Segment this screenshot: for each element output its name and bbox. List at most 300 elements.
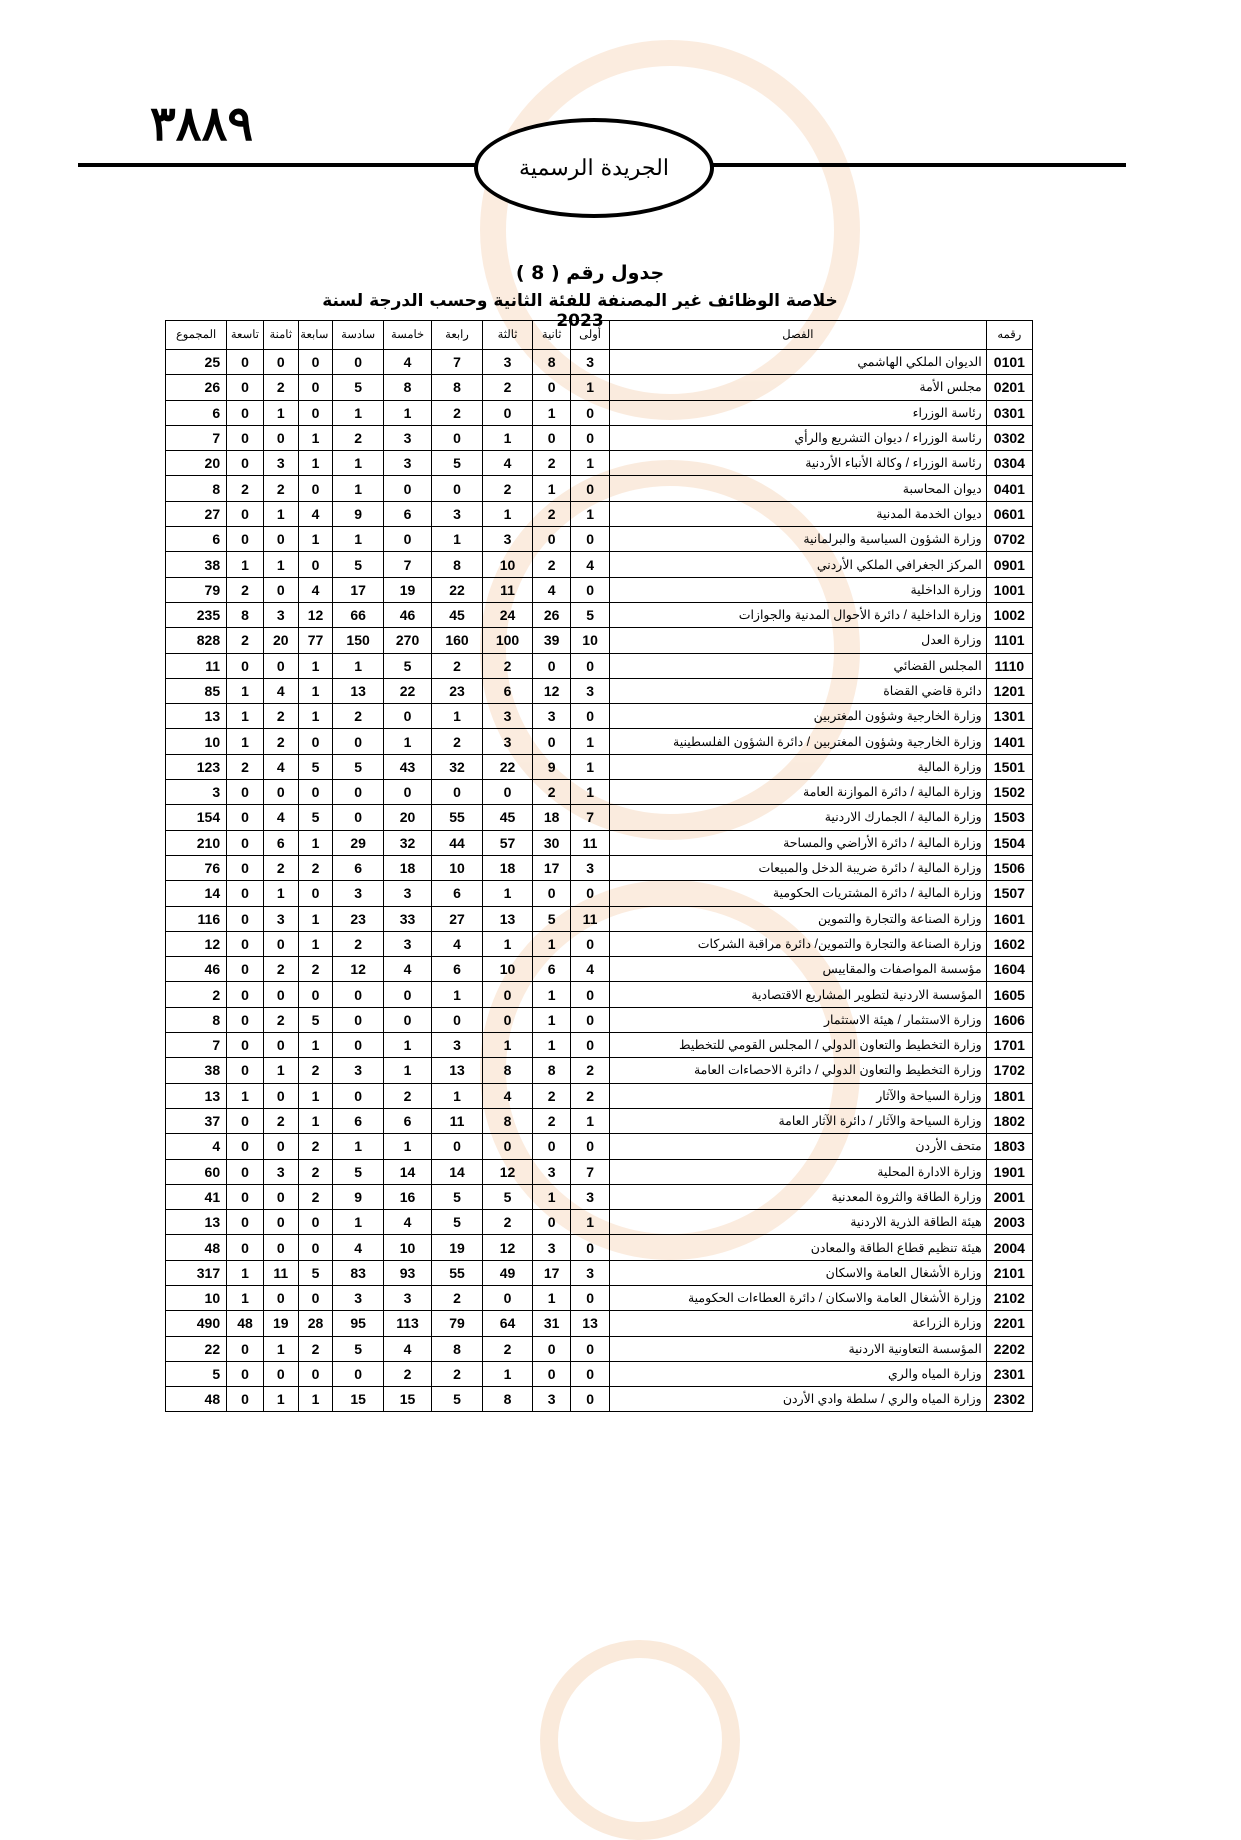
row-grade-6: 6 — [333, 1108, 384, 1133]
row-grade-3: 18 — [482, 855, 533, 880]
row-grade-1: 1 — [571, 729, 610, 754]
row-code: 1504 — [986, 830, 1032, 855]
row-grade-4: 11 — [432, 1108, 483, 1133]
row-grade-6: 0 — [333, 1033, 384, 1058]
row-grade-6: 12 — [333, 957, 384, 982]
table-row — [166, 1083, 1033, 1108]
row-grade-9: 0 — [227, 451, 264, 476]
table-row — [166, 1007, 1033, 1032]
row-grade-2: 0 — [533, 729, 571, 754]
row-grade-6: 83 — [333, 1260, 384, 1285]
row-grade-7: 1 — [298, 653, 333, 678]
row-grade-8: 0 — [263, 425, 298, 450]
row-grade-8: 0 — [263, 527, 298, 552]
row-grade-8: 4 — [263, 805, 298, 830]
col-code: رقمه — [986, 321, 1032, 350]
row-grade-2: 0 — [533, 881, 571, 906]
row-grade-2: 1 — [533, 1007, 571, 1032]
table-row — [166, 729, 1033, 754]
row-code: 2301 — [986, 1361, 1032, 1386]
row-total: 13 — [166, 1210, 227, 1235]
row-grade-9: 0 — [227, 881, 264, 906]
row-grade-3: 1 — [482, 881, 533, 906]
row-grade-4: 27 — [432, 906, 483, 931]
row-grade-1: 0 — [571, 653, 610, 678]
row-grade-1: 13 — [571, 1311, 610, 1336]
table-row — [166, 906, 1033, 931]
row-grade-3: 1 — [482, 501, 533, 526]
row-grade-4: 23 — [432, 678, 483, 703]
gazette-title-oval — [474, 118, 714, 218]
row-grade-1: 0 — [571, 1285, 610, 1310]
col-grade-8: ثامنة — [263, 321, 298, 350]
row-code: 1701 — [986, 1033, 1032, 1058]
row-grade-4: 0 — [432, 780, 483, 805]
row-grade-3: 8 — [482, 1387, 533, 1412]
row-grade-6: 0 — [333, 1361, 384, 1386]
row-chapter: وزارة الشؤون السياسية والبرلمانية — [610, 527, 987, 552]
row-grade-4: 44 — [432, 830, 483, 855]
row-grade-3: 3 — [482, 350, 533, 375]
row-grade-7: 4 — [298, 577, 333, 602]
row-grade-2: 2 — [533, 451, 571, 476]
row-chapter: وزارة المياه والري / سلطة وادي الأردن — [610, 1387, 987, 1412]
row-grade-3: 64 — [482, 1311, 533, 1336]
row-code: 1605 — [986, 982, 1032, 1007]
row-chapter: وزارة الصناعة والتجارة والتموين/ دائرة مراقبة الشركات — [610, 931, 987, 956]
row-grade-1: 4 — [571, 957, 610, 982]
row-grade-1: 1 — [571, 754, 610, 779]
row-grade-7: 1 — [298, 1083, 333, 1108]
row-grade-2: 0 — [533, 1336, 571, 1361]
row-grade-9: 1 — [227, 552, 264, 577]
row-code: 1501 — [986, 754, 1032, 779]
row-code: 1802 — [986, 1108, 1032, 1133]
row-grade-3: 0 — [482, 1007, 533, 1032]
row-grade-8: 0 — [263, 982, 298, 1007]
table-row — [166, 1361, 1033, 1386]
row-chapter: وزارة الطاقة والثروة المعدنية — [610, 1184, 987, 1209]
col-grade-5: خامسة — [383, 321, 431, 350]
row-chapter: ديوان الخدمة المدنية — [610, 501, 987, 526]
row-grade-6: 17 — [333, 577, 384, 602]
row-grade-9: 1 — [227, 729, 264, 754]
table-row — [166, 1336, 1033, 1361]
row-grade-3: 13 — [482, 906, 533, 931]
row-grade-8: 2 — [263, 1108, 298, 1133]
row-grade-2: 0 — [533, 375, 571, 400]
col-chapter: الفصل — [610, 321, 987, 350]
row-grade-7: 4 — [298, 501, 333, 526]
row-grade-4: 160 — [432, 628, 483, 653]
table-row — [166, 425, 1033, 450]
row-grade-9: 0 — [227, 1184, 264, 1209]
col-grade-3: ثالثة — [482, 321, 533, 350]
row-code: 1002 — [986, 602, 1032, 627]
row-code: 0304 — [986, 451, 1032, 476]
row-grade-8: 1 — [263, 881, 298, 906]
row-grade-2: 3 — [533, 704, 571, 729]
table-row — [166, 577, 1033, 602]
row-grade-7: 0 — [298, 375, 333, 400]
row-grade-6: 5 — [333, 375, 384, 400]
row-chapter: وزارة المياه والري — [610, 1361, 987, 1386]
row-grade-6: 2 — [333, 931, 384, 956]
row-grade-1: 0 — [571, 1361, 610, 1386]
table-row — [166, 653, 1033, 678]
row-grade-1: 0 — [571, 881, 610, 906]
row-grade-4: 55 — [432, 805, 483, 830]
table-row — [166, 350, 1033, 375]
table-row — [166, 1033, 1033, 1058]
row-code: 1201 — [986, 678, 1032, 703]
row-grade-9: 0 — [227, 350, 264, 375]
row-grade-9: 0 — [227, 1387, 264, 1412]
row-grade-6: 5 — [333, 754, 384, 779]
row-total: 5 — [166, 1361, 227, 1386]
row-grade-7: 2 — [298, 1058, 333, 1083]
row-grade-2: 39 — [533, 628, 571, 653]
row-grade-4: 79 — [432, 1311, 483, 1336]
grades-table — [165, 320, 1033, 1412]
table-row — [166, 678, 1033, 703]
row-grade-3: 2 — [482, 653, 533, 678]
row-chapter: وزارة الادارة المحلية — [610, 1159, 987, 1184]
table-row — [166, 628, 1033, 653]
row-grade-5: 3 — [383, 1285, 431, 1310]
row-grade-6: 5 — [333, 552, 384, 577]
row-chapter: وزارة المالية — [610, 754, 987, 779]
row-grade-4: 2 — [432, 729, 483, 754]
row-grade-8: 0 — [263, 1033, 298, 1058]
row-grade-2: 31 — [533, 1311, 571, 1336]
row-grade-3: 4 — [482, 451, 533, 476]
row-grade-1: 2 — [571, 1058, 610, 1083]
row-grade-6: 2 — [333, 704, 384, 729]
row-grade-5: 0 — [383, 476, 431, 501]
row-grade-2: 2 — [533, 501, 571, 526]
row-grade-5: 270 — [383, 628, 431, 653]
row-grade-8: 6 — [263, 830, 298, 855]
row-total: 11 — [166, 653, 227, 678]
row-grade-3: 5 — [482, 1184, 533, 1209]
row-grade-2: 30 — [533, 830, 571, 855]
row-grade-7: 0 — [298, 982, 333, 1007]
row-grade-6: 0 — [333, 1007, 384, 1032]
table-row — [166, 451, 1033, 476]
row-grade-9: 0 — [227, 425, 264, 450]
row-grade-5: 0 — [383, 982, 431, 1007]
row-grade-1: 3 — [571, 1260, 610, 1285]
row-code: 0101 — [986, 350, 1032, 375]
row-code: 1606 — [986, 1007, 1032, 1032]
row-grade-6: 5 — [333, 1159, 384, 1184]
row-grade-3: 22 — [482, 754, 533, 779]
row-grade-7: 1 — [298, 1033, 333, 1058]
row-grade-9: 0 — [227, 1361, 264, 1386]
table-row — [166, 780, 1033, 805]
row-total: 123 — [166, 754, 227, 779]
row-grade-3: 6 — [482, 678, 533, 703]
row-grade-8: 2 — [263, 476, 298, 501]
row-grade-4: 55 — [432, 1260, 483, 1285]
row-grade-2: 1 — [533, 400, 571, 425]
row-total: 13 — [166, 704, 227, 729]
row-chapter: وزارة التخطيط والتعاون الدولي / دائرة الاحصاءات العامة — [610, 1058, 987, 1083]
row-grade-7: 2 — [298, 855, 333, 880]
row-chapter: وزارة المالية / الجمارك الاردنية — [610, 805, 987, 830]
row-chapter: الديوان الملكي الهاشمي — [610, 350, 987, 375]
col-grade-9: تاسعة — [227, 321, 264, 350]
row-total: 10 — [166, 729, 227, 754]
row-grade-7: 1 — [298, 678, 333, 703]
row-grade-1: 10 — [571, 628, 610, 653]
row-total: 22 — [166, 1336, 227, 1361]
row-grade-1: 0 — [571, 1387, 610, 1412]
row-code: 1803 — [986, 1134, 1032, 1159]
row-code: 1506 — [986, 855, 1032, 880]
row-grade-1: 0 — [571, 982, 610, 1007]
row-total: 20 — [166, 451, 227, 476]
table-row — [166, 1311, 1033, 1336]
row-grade-5: 10 — [383, 1235, 431, 1260]
row-grade-6: 3 — [333, 1058, 384, 1083]
row-grade-9: 1 — [227, 678, 264, 703]
row-grade-7: 1 — [298, 704, 333, 729]
row-grade-7: 1 — [298, 1387, 333, 1412]
row-grade-9: 1 — [227, 704, 264, 729]
row-grade-5: 3 — [383, 425, 431, 450]
row-code: 1801 — [986, 1083, 1032, 1108]
row-chapter: رئاسة الوزراء / وكالة الأنباء الأردنية — [610, 451, 987, 476]
row-grade-5: 8 — [383, 375, 431, 400]
row-code: 1507 — [986, 881, 1032, 906]
row-grade-8: 3 — [263, 1159, 298, 1184]
row-grade-5: 20 — [383, 805, 431, 830]
table-row — [166, 805, 1033, 830]
row-grade-9: 48 — [227, 1311, 264, 1336]
row-grade-2: 0 — [533, 1210, 571, 1235]
row-grade-6: 150 — [333, 628, 384, 653]
row-grade-8: 2 — [263, 375, 298, 400]
row-grade-7: 0 — [298, 1361, 333, 1386]
row-grade-8: 3 — [263, 906, 298, 931]
row-grade-5: 0 — [383, 780, 431, 805]
row-grade-8: 2 — [263, 957, 298, 982]
row-grade-8: 0 — [263, 780, 298, 805]
row-grade-1: 0 — [571, 1007, 610, 1032]
row-grade-3: 49 — [482, 1260, 533, 1285]
row-grade-5: 4 — [383, 350, 431, 375]
row-code: 1901 — [986, 1159, 1032, 1184]
row-grade-9: 0 — [227, 375, 264, 400]
row-grade-5: 2 — [383, 1361, 431, 1386]
row-grade-2: 1 — [533, 476, 571, 501]
row-grade-5: 14 — [383, 1159, 431, 1184]
row-grade-5: 0 — [383, 1007, 431, 1032]
row-grade-1: 0 — [571, 577, 610, 602]
table-row — [166, 957, 1033, 982]
row-grade-5: 33 — [383, 906, 431, 931]
col-grade-7: سابعة — [298, 321, 333, 350]
row-grade-7: 0 — [298, 1285, 333, 1310]
row-code: 1601 — [986, 906, 1032, 931]
row-grade-3: 2 — [482, 375, 533, 400]
row-grade-1: 1 — [571, 501, 610, 526]
row-grade-7: 0 — [298, 881, 333, 906]
row-grade-9: 0 — [227, 855, 264, 880]
row-grade-4: 6 — [432, 957, 483, 982]
row-grade-3: 12 — [482, 1235, 533, 1260]
row-grade-7: 1 — [298, 931, 333, 956]
row-grade-2: 0 — [533, 425, 571, 450]
row-total: 25 — [166, 350, 227, 375]
row-grade-5: 5 — [383, 653, 431, 678]
table-number: جدول رقم ( 8 ) — [515, 262, 665, 284]
row-grade-1: 0 — [571, 527, 610, 552]
row-grade-8: 1 — [263, 400, 298, 425]
row-grade-8: 0 — [263, 1235, 298, 1260]
row-grade-9: 8 — [227, 602, 264, 627]
row-grade-7: 0 — [298, 729, 333, 754]
row-grade-3: 4 — [482, 1083, 533, 1108]
row-grade-9: 2 — [227, 628, 264, 653]
row-grade-5: 4 — [383, 1210, 431, 1235]
row-code: 0201 — [986, 375, 1032, 400]
row-grade-9: 0 — [227, 957, 264, 982]
row-total: 13 — [166, 1083, 227, 1108]
row-grade-8: 0 — [263, 1361, 298, 1386]
row-grade-1: 11 — [571, 830, 610, 855]
row-grade-9: 0 — [227, 805, 264, 830]
row-code: 1110 — [986, 653, 1032, 678]
row-grade-2: 0 — [533, 1361, 571, 1386]
row-grade-4: 5 — [432, 1210, 483, 1235]
row-grade-4: 10 — [432, 855, 483, 880]
row-grade-5: 1 — [383, 1058, 431, 1083]
row-grade-5: 3 — [383, 881, 431, 906]
row-total: 154 — [166, 805, 227, 830]
row-total: 48 — [166, 1387, 227, 1412]
row-grade-6: 1 — [333, 400, 384, 425]
row-grade-4: 6 — [432, 881, 483, 906]
row-grade-4: 13 — [432, 1058, 483, 1083]
table-row — [166, 982, 1033, 1007]
row-grade-6: 1 — [333, 476, 384, 501]
row-code: 1401 — [986, 729, 1032, 754]
table-row — [166, 1058, 1033, 1083]
row-grade-2: 17 — [533, 1260, 571, 1285]
row-total: 76 — [166, 855, 227, 880]
row-total: 46 — [166, 957, 227, 982]
row-grade-9: 0 — [227, 1134, 264, 1159]
row-grade-3: 8 — [482, 1108, 533, 1133]
col-grade-6: سادسة — [333, 321, 384, 350]
row-grade-6: 0 — [333, 805, 384, 830]
row-grade-1: 7 — [571, 805, 610, 830]
row-grade-4: 2 — [432, 400, 483, 425]
table-row — [166, 552, 1033, 577]
row-grade-6: 3 — [333, 1285, 384, 1310]
table-row — [166, 1108, 1033, 1133]
row-grade-4: 19 — [432, 1235, 483, 1260]
row-grade-5: 1 — [383, 1033, 431, 1058]
row-total: 38 — [166, 552, 227, 577]
row-grade-7: 0 — [298, 552, 333, 577]
row-grade-4: 0 — [432, 425, 483, 450]
row-chapter: متحف الأردن — [610, 1134, 987, 1159]
row-total: 60 — [166, 1159, 227, 1184]
row-grade-1: 3 — [571, 1184, 610, 1209]
table-row — [166, 1210, 1033, 1235]
row-total: 8 — [166, 476, 227, 501]
row-grade-7: 2 — [298, 1159, 333, 1184]
row-grade-7: 28 — [298, 1311, 333, 1336]
row-grade-9: 1 — [227, 1260, 264, 1285]
row-grade-4: 1 — [432, 1083, 483, 1108]
row-grade-5: 3 — [383, 451, 431, 476]
table-body — [166, 350, 1033, 1412]
row-grade-6: 1 — [333, 451, 384, 476]
row-grade-6: 0 — [333, 1083, 384, 1108]
row-code: 0401 — [986, 476, 1032, 501]
row-grade-1: 3 — [571, 678, 610, 703]
row-grade-9: 0 — [227, 906, 264, 931]
row-total: 37 — [166, 1108, 227, 1133]
row-chapter: هيئة تنظيم قطاع الطاقة والمعادن — [610, 1235, 987, 1260]
col-total: المجموع — [166, 321, 227, 350]
row-grade-3: 1 — [482, 425, 533, 450]
row-grade-6: 4 — [333, 1235, 384, 1260]
row-grade-2: 3 — [533, 1159, 571, 1184]
row-grade-7: 0 — [298, 1210, 333, 1235]
row-total: 317 — [166, 1260, 227, 1285]
row-grade-5: 6 — [383, 501, 431, 526]
row-code: 1502 — [986, 780, 1032, 805]
row-grade-4: 0 — [432, 476, 483, 501]
row-grade-7: 5 — [298, 1007, 333, 1032]
table-caption: خلاصة الوظائف غير المصنفة للفئة الثانية وحسب الدرجة لسنة 2023 — [322, 291, 838, 331]
row-grade-4: 5 — [432, 451, 483, 476]
row-grade-6: 29 — [333, 830, 384, 855]
row-grade-8: 2 — [263, 729, 298, 754]
row-grade-9: 2 — [227, 476, 264, 501]
row-grade-5: 2 — [383, 1083, 431, 1108]
row-grade-5: 6 — [383, 1108, 431, 1133]
row-grade-7: 0 — [298, 1235, 333, 1260]
table-row — [166, 1184, 1033, 1209]
row-grade-5: 7 — [383, 552, 431, 577]
row-code: 0301 — [986, 400, 1032, 425]
row-grade-1: 0 — [571, 704, 610, 729]
row-grade-2: 1 — [533, 1285, 571, 1310]
row-grade-6: 1 — [333, 527, 384, 552]
row-grade-3: 0 — [482, 982, 533, 1007]
row-grade-8: 2 — [263, 855, 298, 880]
row-grade-4: 5 — [432, 1387, 483, 1412]
row-grade-4: 8 — [432, 552, 483, 577]
row-grade-9: 0 — [227, 1108, 264, 1133]
row-grade-8: 4 — [263, 754, 298, 779]
row-grade-6: 0 — [333, 780, 384, 805]
row-grade-1: 1 — [571, 780, 610, 805]
row-grade-9: 0 — [227, 830, 264, 855]
row-grade-5: 0 — [383, 527, 431, 552]
row-grade-3: 0 — [482, 1134, 533, 1159]
row-grade-5: 1 — [383, 729, 431, 754]
row-grade-2: 4 — [533, 577, 571, 602]
row-grade-3: 0 — [482, 780, 533, 805]
